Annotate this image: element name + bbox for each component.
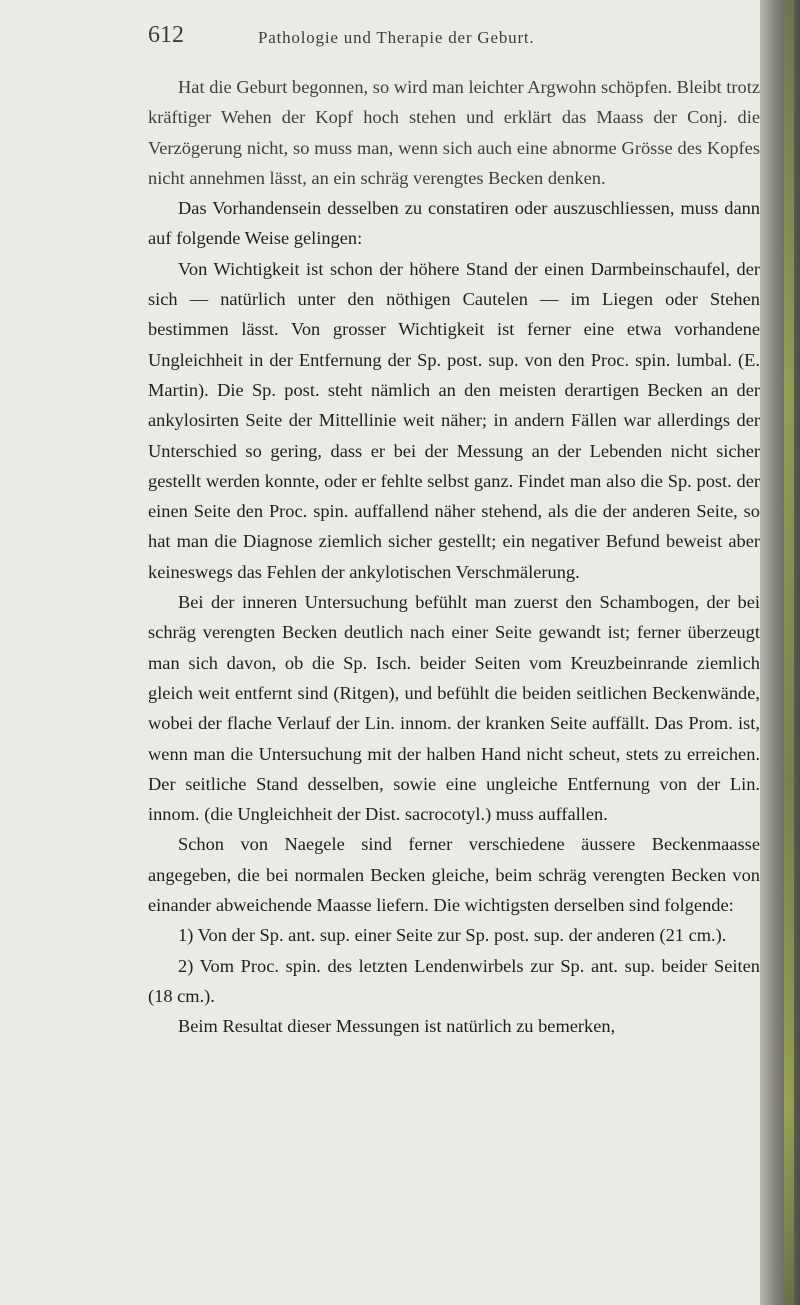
paragraph: Schon von Naegele sind ferner verschiedene äussere Beckenmaasse angegeben, die bei normalen Becken gleiche, beim schräg verengten Becken von einander abweichende Maasse liefern. Die wichtigsten derselben sind folgende: — [148, 834, 760, 916]
list-item: 1) Von der Sp. ant. sup. einer Seite zur Sp. post. sup. der anderen (21 cm.). — [178, 925, 727, 946]
book-spine-edge — [760, 0, 800, 1305]
paragraph: Hat die Geburt begonnen, so wird man leichter Argwohn schöpfen. Bleibt trotz kräftiger Wehen der Kopf hoch stehen und erklärt das Maass der Conj. die Verzögerung nicht, so muss man, wenn sich auch eine abnorme Grösse des Kopfes nicht annehmen lässt, an ein schräg verengtes Becken denken. — [148, 77, 760, 188]
paragraph: Das Vorhandensein desselben zu constatiren oder auszuschliessen, muss dann auf folgende Weise gelingen: — [148, 198, 760, 249]
page-number: 612 — [148, 22, 184, 48]
running-title: Pathologie und Therapie der Geburt. — [258, 28, 535, 47]
page-header — [148, 22, 748, 58]
body-text — [148, 72, 760, 1042]
paragraph: Beim Resultat dieser Messungen ist natürlich zu bemerken, — [178, 1016, 616, 1037]
paragraph: Bei der inneren Untersuchung befühlt man zuerst den Schambogen, der bei schräg verengten Becken deutlich nach einer Seite gewandt ist; ferner überzeugt man sich davon, ob die Sp. Isch. beider Seiten vom Kreuzbeinrande ziemlich gleich weit entfernt sind (Ritgen), und befühlt die beiden seitlichen Beckenwände, wobei der flache Verlauf der Lin. innom. der kranken Seite auffällt. Das Prom. ist, wenn man die Untersuchung mit der halben Hand nicht scheut, stets zu erreichen. Der seitliche Stand desselben, sowie eine ungleiche Entfernung von der Lin. innom. (die Ungleichheit der Dist. sacrocotyl.) muss auffallen. — [148, 592, 760, 825]
paragraph: Von Wichtigkeit ist schon der höhere Stand der einen Darmbeinschaufel, der sich — natürlich unter den nöthigen Cautelen — im Liegen oder Stehen bestimmen lässt. Von grosser Wichtigkeit ist ferner eine etwa vorhandene Ungleichheit in der Entfernung der Sp. post. sup. von den Proc. spin. lumbal. (E. Martin). Die Sp. post. steht nämlich an den meisten derartigen Becken an der ankylosirten Seite der Mittellinie weit näher; in andern Fällen war allerdings der Unterschied so gering, dass er bei der Messung an der Lebenden nicht sicher gestellt werden konnte, oder er fehlte selbst ganz. Findet man also die Sp. post. der einen Seite den Proc. spin. auffallend näher stehend, als die der anderen Seite, so hat man die Diagnose ziemlich sicher gestellt; ein negativer Befund beweist aber keineswegs das Fehlen der ankylotischen Verschmälerung. — [148, 258, 760, 582]
spine-strip — [784, 0, 794, 1305]
list-item: 2) Vom Proc. spin. des letzten Lendenwirbels zur Sp. ant. sup. beider Seiten (18 cm.). — [148, 955, 760, 1006]
